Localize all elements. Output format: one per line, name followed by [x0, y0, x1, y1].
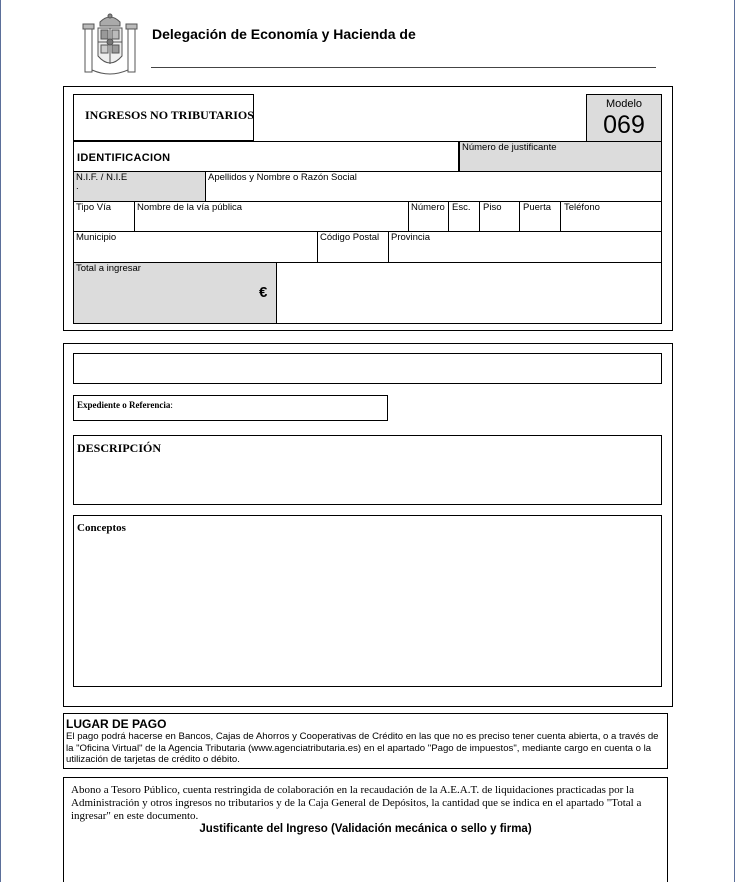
total-blank-box: [276, 262, 662, 324]
modelo-number: 069: [603, 111, 645, 139]
euro-symbol: €: [259, 284, 268, 301]
office-name-line[interactable]: [151, 67, 656, 68]
nombre-via-label: Nombre de la vía pública: [137, 202, 243, 213]
modelo-label: Modelo: [605, 98, 643, 110]
conceptos-label: Conceptos: [77, 522, 126, 534]
nif-dot: .: [76, 181, 79, 192]
justificante-caption: Justificante del Ingreso (Validación mecánica o sello y firma): [199, 823, 532, 835]
identificacion-heading: IDENTIFICACION: [77, 152, 171, 164]
coat-of-arms-icon: [82, 12, 138, 78]
lugar-pago-title: LUGAR DE PAGO: [66, 717, 167, 731]
municipio-label: Municipio: [76, 232, 117, 243]
page-edge-left: [0, 0, 1, 882]
numero-label: Número: [411, 202, 445, 213]
piso-label: Piso: [483, 202, 502, 213]
expediente-label: [77, 400, 173, 410]
abono-text: Abono a Tesoro Público, cuenta restringida de colaboración en la recaudación de la A.E.A.T. de liquidaciones practicadas por la Administración y otros ingresos no tributarios y de la Caja General de Depósitos, la cantidad que se indica en el apartado "Total a ingresar" en este documento.: [71, 784, 642, 822]
descripcion-field[interactable]: [73, 435, 662, 505]
form-heading: INGRESOS NO TRIBUTARIOS: [85, 108, 254, 122]
provincia-label: Provincia: [391, 232, 431, 243]
nif-label: N.I.F. / N.I.E: [76, 172, 128, 183]
esc-label: Esc.: [452, 202, 471, 213]
expediente-label-text: Expediente o Referencia: [77, 400, 171, 410]
justificante-label: Número de justificante: [462, 142, 557, 153]
tipo-via-label: Tipo Vía: [76, 202, 112, 213]
telefono-label: Teléfono: [564, 202, 600, 213]
lugar-pago-text: El pago podrá hacerse en Bancos, Cajas de Ahorros y Cooperativas de Crédito en las que no es preciso tener cuenta abierta, o a través de la "Oficina Virtual" de la Agencia Tributaria (www.agenciatributaria.es) en el apartado "Pago de impuestos", mediante cargo en cuenta o la utilización de tarjetas de crédito o débito.: [66, 731, 659, 765]
conceptos-field[interactable]: [73, 515, 662, 687]
office-title: Delegación de Economía y Hacienda de: [152, 26, 416, 42]
blank-field[interactable]: [73, 353, 662, 384]
puerta-label: Puerta: [523, 202, 551, 213]
apellidos-label: Apellidos y Nombre o Razón Social: [208, 172, 357, 183]
expediente-colon: :: [170, 400, 173, 410]
descripcion-label: DESCRIPCIÓN: [77, 441, 162, 455]
total-label: Total a ingresar: [76, 263, 141, 274]
codigo-postal-label: Código Postal: [320, 232, 380, 243]
